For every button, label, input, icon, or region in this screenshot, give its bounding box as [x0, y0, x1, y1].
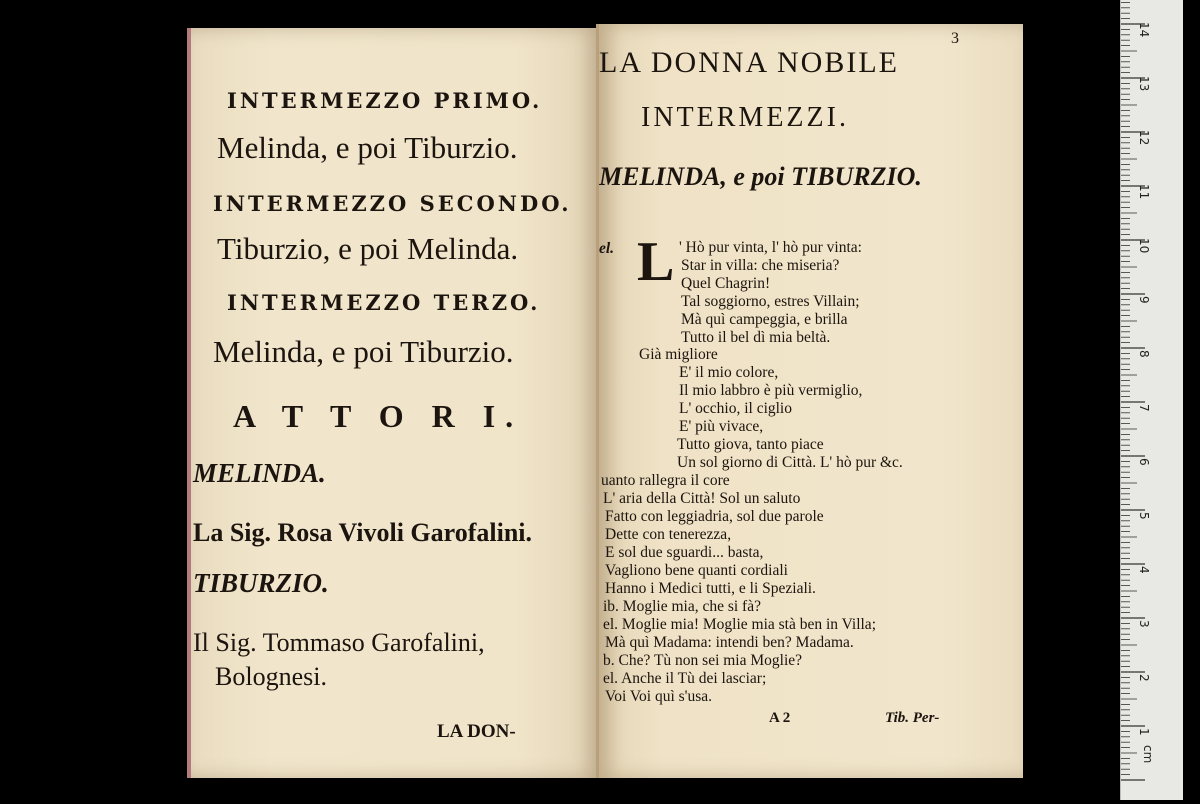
ruler-label: 8 [1137, 350, 1151, 358]
verse-line: Vagliono bene quanti cordiali [605, 562, 788, 579]
ruler-unit-label: cm [1141, 745, 1155, 764]
verse-line: Dette con tenerezza, [605, 526, 732, 543]
ruler-label: 6 [1137, 458, 1151, 466]
right-page [599, 24, 1023, 778]
left-page [187, 28, 599, 778]
verse-line: Mà quì campeggia, e brilla [681, 311, 848, 328]
page-number: 3 [951, 30, 959, 47]
verse-line: el. Anche il Tù dei lasciar; [603, 670, 767, 687]
verse-line: Tal soggiorno, estres Villain; [681, 293, 860, 310]
ruler-label: 4 [1137, 566, 1151, 574]
verse-line: E' il mio colore, [679, 364, 779, 381]
intermezzo-terzo-characters: Melinda, e poi Tiburzio. [213, 334, 514, 369]
melinda-role: MELINDA. [193, 458, 326, 488]
intermezzo-primo-characters: Melinda, e poi Tiburzio. [217, 130, 518, 165]
ruler-label: 7 [1137, 404, 1151, 412]
verse-line: Già migliore [639, 346, 718, 363]
main-title: LA DONNA NOBILE [599, 46, 899, 79]
intermezzo-secondo-heading: INTERMEZZO SECONDO. [213, 191, 572, 216]
ruler-label: 14 [1137, 22, 1151, 38]
ruler-label: 2 [1137, 674, 1151, 682]
verse-line: Voi Voi quì s'usa. [605, 688, 713, 705]
verse-line: Il mio labbro è più vermiglio, [679, 382, 863, 399]
verse-line: Mà quì Madama: intendi ben? Madama. [605, 634, 854, 651]
verse-line: b. Che? Tù non sei mia Moglie? [603, 652, 803, 669]
verse-line: Fatto con leggiadria, sol due parole [605, 508, 824, 525]
signature-mark: A 2 [769, 710, 791, 726]
verse-line: L' aria della Città! Sol un saluto [603, 490, 801, 507]
ruler-label: 12 [1137, 130, 1151, 146]
scale-ruler [1120, 0, 1183, 800]
catchword-right: Tib. Per- [885, 710, 940, 726]
intermezzo-primo-heading: INTERMEZZO PRIMO. [227, 88, 543, 113]
verse-line: ib. Moglie mia, che si fà? [603, 598, 761, 615]
ruler-label: 9 [1137, 296, 1151, 304]
scene-characters: MELINDA, e poi TIBURZIO. [599, 162, 922, 191]
verse-line: Tutto giova, tanto piace [677, 436, 824, 453]
verse-line: Tutto il bel dì mia beltà. [681, 329, 831, 346]
catchword-left: LA DON- [437, 721, 516, 742]
intermezzo-secondo-characters: Tiburzio, e poi Melinda. [217, 231, 519, 266]
verse-line: ' Hò pur vinta, l' hò pur vinta: [679, 239, 862, 256]
verse-line: Quel Chagrin! [681, 275, 771, 292]
verse-line: el. Moglie mia! Moglie mia stà ben in Villa; [603, 616, 876, 633]
verse-line: Star in villa: che miseria? [681, 257, 840, 274]
melinda-singer: La Sig. Rosa Vivoli Garofalini. [193, 518, 533, 547]
intermezzi-title: INTERMEZZI. [641, 102, 849, 133]
attori-heading: A T T O R I. [233, 398, 524, 434]
ruler-label: 1 [1137, 728, 1151, 736]
intermezzo-terzo-heading: INTERMEZZO TERZO. [227, 290, 541, 315]
verse-line: L' occhio, il ciglio [679, 400, 792, 417]
verse-line: Hanno i Medici tutti, e li Speziali. [605, 580, 816, 597]
ruler-label: 11 [1137, 184, 1151, 200]
verse-line: Un sol giorno di Città. L' hò pur &c. [677, 454, 903, 471]
tiburzio-singer: Il Sig. Tommaso Garofalini, [193, 628, 485, 657]
verse-line: E sol due sguardi... basta, [605, 544, 764, 561]
ruler-label: 3 [1137, 620, 1151, 628]
ruler-label: 5 [1137, 512, 1151, 520]
verse-line: uanto rallegra il core [601, 472, 730, 489]
ruler-label: 10 [1137, 238, 1151, 254]
singers-origin: Bolognesi. [215, 662, 327, 691]
speaker-label-melinda: el. [599, 240, 615, 257]
ruler-ticks [1121, 0, 1183, 800]
drop-capital: L [637, 231, 675, 293]
verse-line: E' più vivace, [679, 418, 764, 435]
ruler-label: 13 [1137, 76, 1151, 92]
tiburzio-role: TIBURZIO. [193, 568, 329, 598]
